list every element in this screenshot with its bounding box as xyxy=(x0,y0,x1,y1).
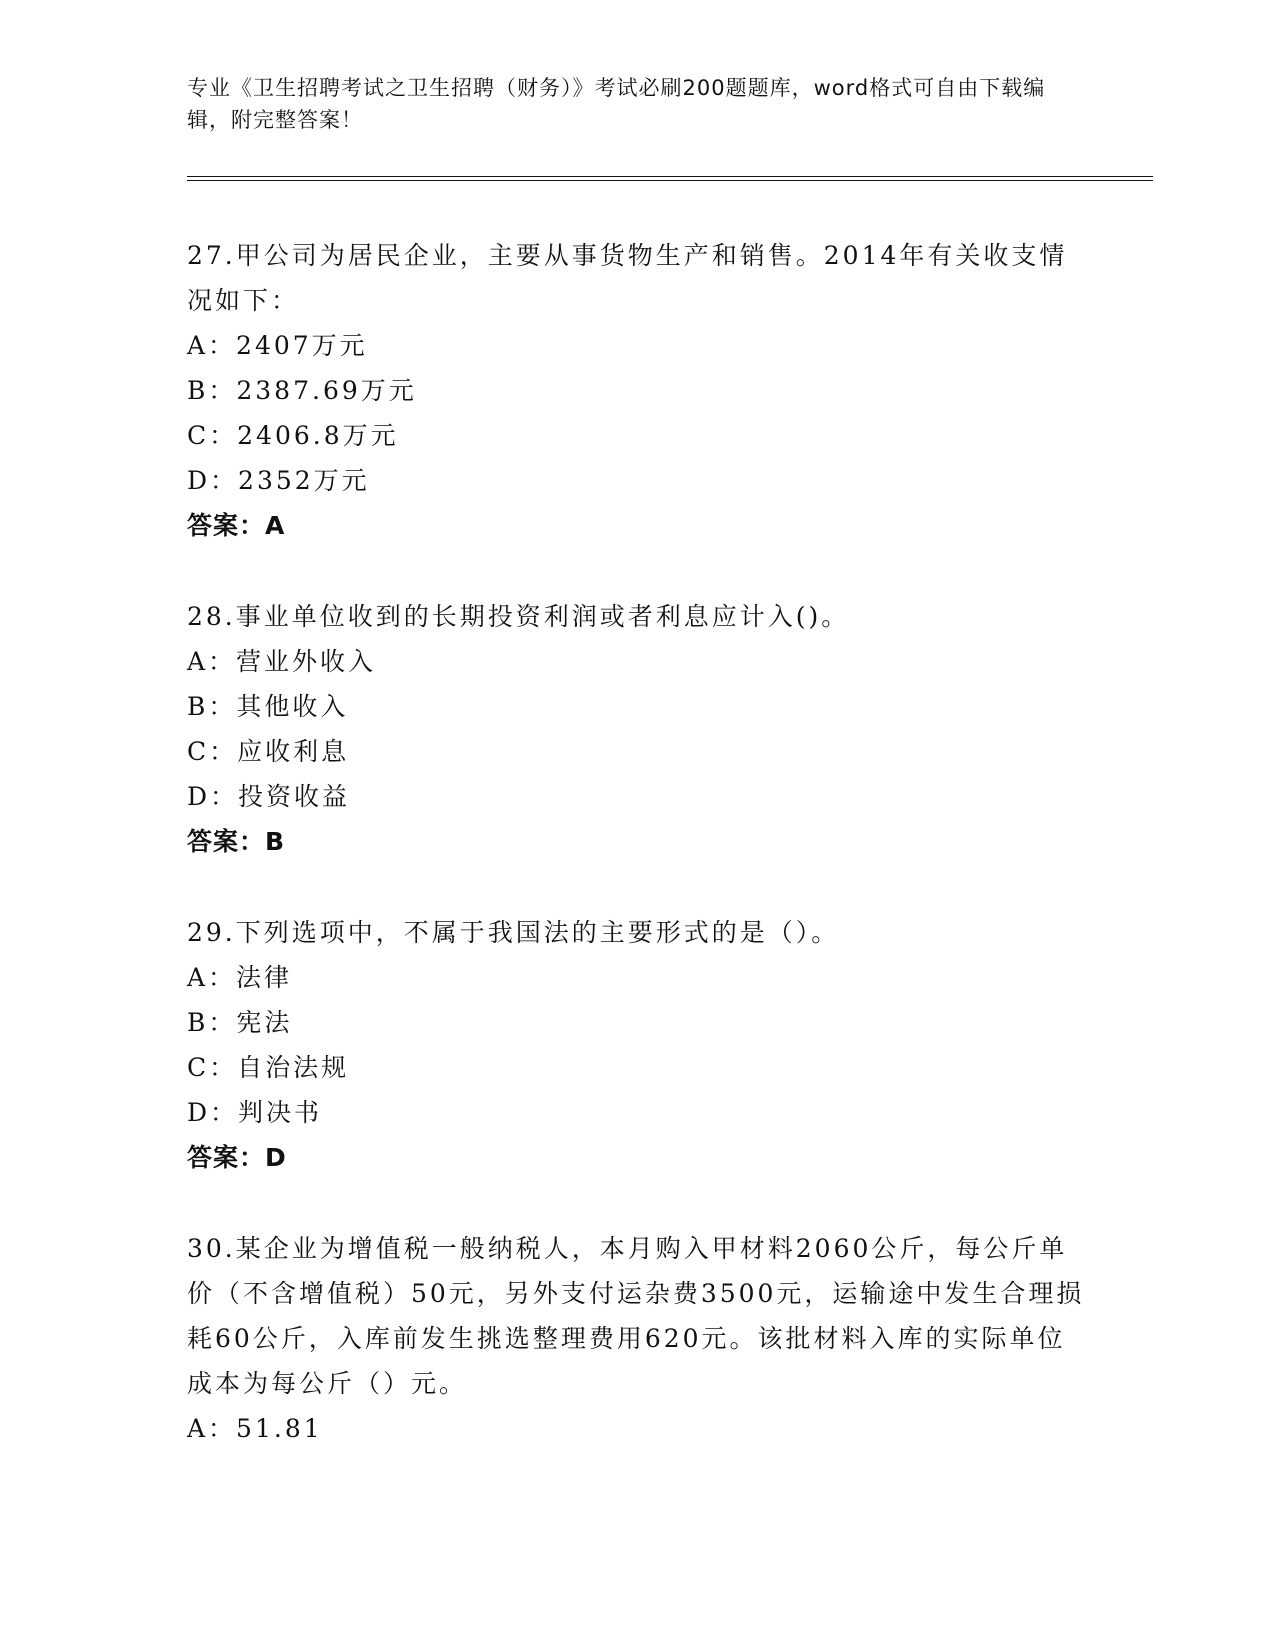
document-header: 专业《卫生招聘考试之卫生招聘（财务）》考试必刷200题题库，word格式可自由下载编辑，附完整答案！ xyxy=(187,76,1046,132)
answer: 答案：B xyxy=(187,827,286,856)
option-a: A：2407万元 xyxy=(187,331,368,360)
option-b: B：2387.69万元 xyxy=(187,376,417,405)
question-27 xyxy=(187,233,1087,548)
question-text: 30.某企业为增值税一般纳税人，本月购入甲材料2060公斤，每公斤单价（不含增值税）50元，另外支付运杂费3500元，运输途中发生合理损耗60公斤，入库前发生挑选整理费用620元。该批材料入库的实际单位成本为每公斤（）元。 xyxy=(187,1234,1085,1398)
option-a: A：营业外收入 xyxy=(187,647,377,676)
option-c: C：2406.8万元 xyxy=(187,421,399,450)
header-divider-top xyxy=(187,176,1153,177)
option-d: D：投资收益 xyxy=(187,782,351,811)
option-b: B：其他收入 xyxy=(187,692,349,721)
answer: 答案：D xyxy=(187,1143,287,1172)
question-text: 27.甲公司为居民企业，主要从事货物生产和销售。2014年有关收支情况如下： xyxy=(187,241,1068,315)
option-d: D：判决书 xyxy=(187,1098,323,1127)
option-b: B：宪法 xyxy=(187,1008,293,1037)
question-30 xyxy=(187,1226,1087,1451)
question-28 xyxy=(187,594,1087,864)
option-a: A：法律 xyxy=(187,963,293,992)
question-text: 29.下列选项中，不属于我国法的主要形式的是（）。 xyxy=(187,918,840,947)
question-list xyxy=(187,233,1087,1497)
answer: 答案：A xyxy=(187,511,286,540)
question-29 xyxy=(187,910,1087,1180)
option-a: A：51.81 xyxy=(187,1414,323,1443)
option-d: D：2352万元 xyxy=(187,466,370,495)
header-divider-bottom xyxy=(187,180,1153,181)
question-text: 28.事业单位收到的长期投资利润或者利息应计入()。 xyxy=(187,602,850,631)
option-c: C：自治法规 xyxy=(187,1053,350,1082)
option-c: C：应收利息 xyxy=(187,737,350,766)
